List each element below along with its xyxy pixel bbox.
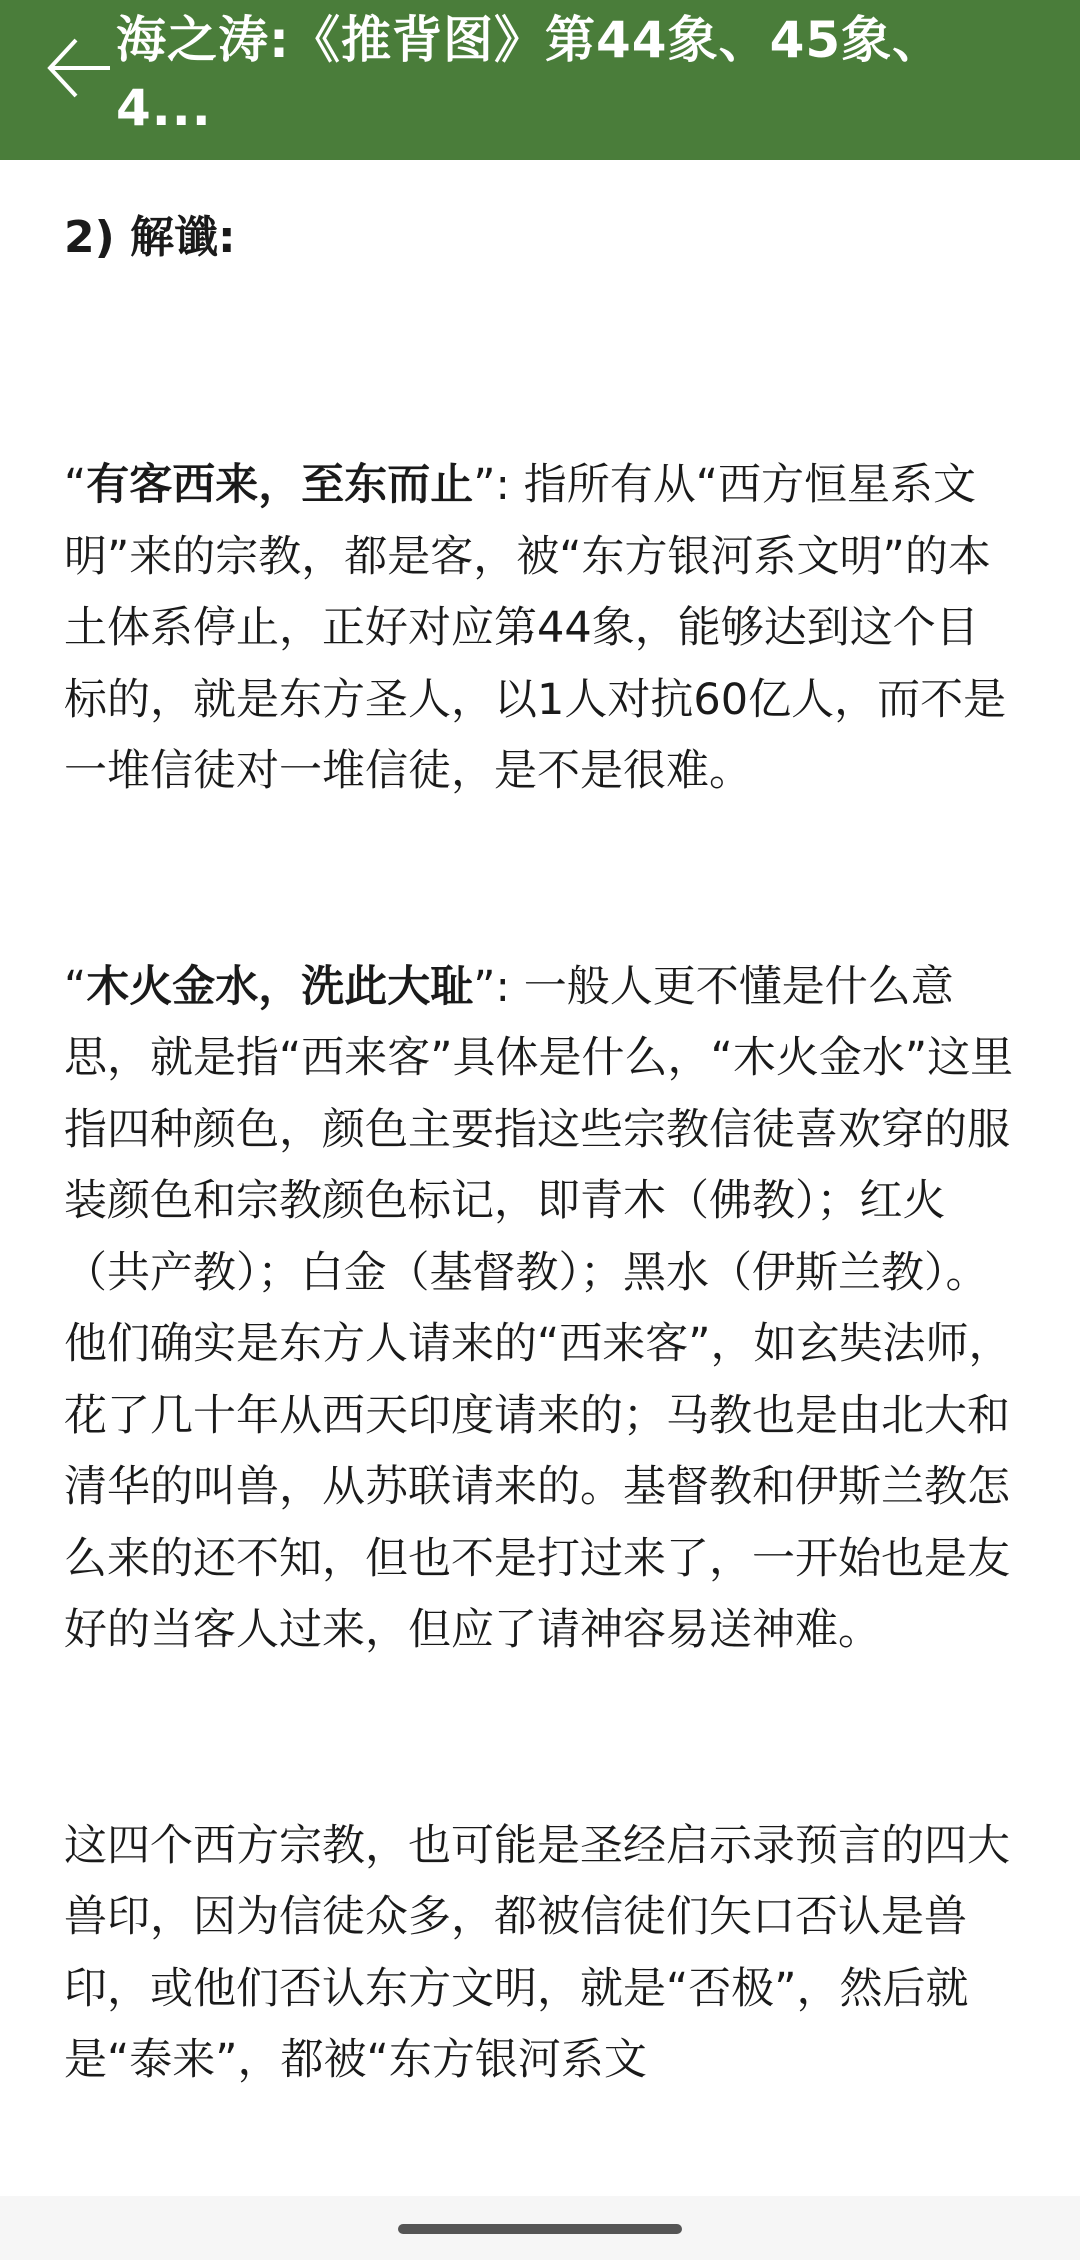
paragraph-2-text: ”: 一般人更不懂是什么意思，就是指“西来客”具体是什么，“木火金水”这里指四种颜色，颜色主要指这些宗教信徒喜欢穿的服装颜色和宗教颜色标记，即青木（佛教）；红火（共产教）；白金（基督教）；黑水（伊斯兰教）。他们确实是东方人请来的“西来客”，如玄奘法师，花了几十年从西天印度请来的；马教也是由北大和清华的叫兽，从苏联请来的。基督教和伊斯兰教怎么来的还不知，但也不是打过来了，一开始也是友好的当客人过来，但应了请神容易送神难。	[64, 961, 1014, 1655]
paragraph-1-keyphrase: 有客西来，至东而止	[86, 460, 474, 510]
section-subheading: 2) 解谶:	[64, 212, 236, 263]
paragraph-1-text: ”: 指所有从“西方恒星系文明”来的宗教，都是客，被“东方银河系文明”的本土体系停止，正好对应第44象，能够达到这个目标的，就是东方圣人，以1人对抗60亿人，而不是一堆信徒对一堆信徒，是不是很难。	[64, 460, 1007, 796]
article-body	[64, 160, 1016, 2097]
paragraph-2	[64, 952, 1016, 1667]
home-indicator[interactable]	[398, 2224, 682, 2234]
quote-mark: “	[64, 961, 87, 1012]
quote-mark: “	[64, 460, 87, 510]
paragraph-3-text: 这四个西方宗教，也可能是圣经启示录预言的四大兽印，因为信徒众多，都被信徒们矢口否认是兽印，或他们否认东方文明，就是“否极”，然后就是“泰来”，都被“东方银河系文	[64, 1820, 1010, 2085]
paragraph-3	[64, 1811, 1016, 2097]
arrow-left-icon	[40, 28, 120, 108]
app-header	[0, 0, 1080, 160]
paragraph-1	[64, 450, 1016, 808]
page-title: 海之涛:《推背图》第44象、45象、4...	[116, 11, 944, 137]
paragraph-2-keyphrase: 木火金水，洗此大耻	[86, 961, 474, 1012]
